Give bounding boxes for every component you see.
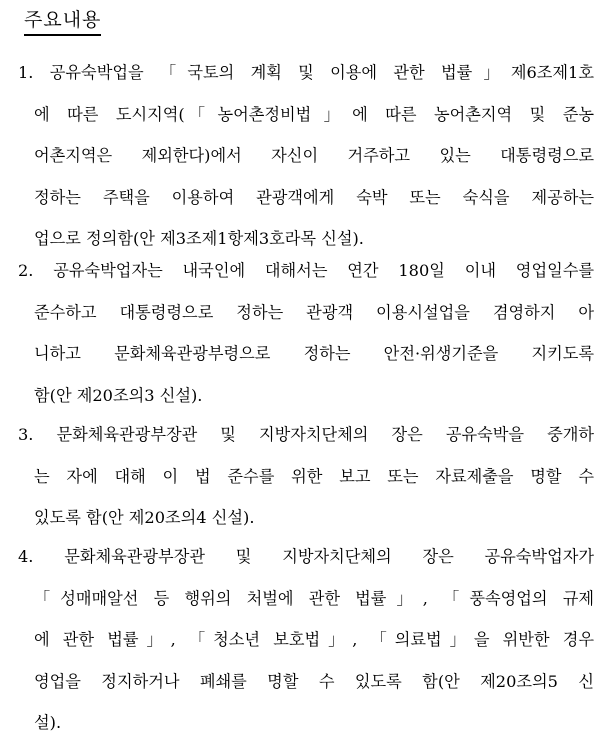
list-item-2	[18, 250, 594, 416]
item-1-line-4: 정하는 주택을 이용하여 관광객에게 숙박 또는 숙식을 제공하는	[34, 187, 594, 207]
list-item-4	[18, 536, 594, 744]
item-3-line-3: 있도록 함(안 제20조의4 신설).	[34, 508, 255, 527]
item-2-line-2: 준수하고 대통령령으로 정하는 관광객 이용시설업을 겸영하지 아	[34, 302, 594, 322]
item-2-line-1: 2. 공유숙박업자는 내국인에 대해서는 연간 180일 이내 영업일수를	[18, 261, 594, 280]
item-4-line-2: 「성매매알선 등 행위의 처벌에 관한 법률」, 「풍속영업의 규제	[34, 588, 594, 608]
item-3-line-1: 3. 문화체육관광부장관 및 지방자치단체의 장은 공유숙박을 중개하	[18, 425, 594, 444]
item-4-line-4: 영업을 정지하거나 폐쇄를 명할 수 있도록 함(안 제20조의5 신	[34, 671, 594, 691]
item-4-line-1: 4. 문화체육관광부장관 및 지방자치단체의 장은 공유숙박업자가	[18, 547, 594, 566]
item-2-line-4: 함(안 제20조의3 신설).	[34, 385, 203, 405]
list-item-1	[18, 52, 594, 260]
section-heading: 주요내용	[24, 8, 101, 36]
item-2-line-3: 니하고 문화체육관광부령으로 정하는 안전·위생기준을 지키도록	[34, 344, 594, 363]
item-1-line-2: 에 따른 도시지역(「농어촌정비법」에 따른 농어촌지역 및 준농	[34, 104, 594, 124]
item-3-line-2: 는 자에 대해 이 법 준수를 위한 보고 또는 자료제출을 명할 수	[34, 466, 594, 486]
item-4-line-3: 에 관한 법률」, 「청소년 보호법」, 「의료법」을 위반한 경우	[34, 630, 594, 649]
item-1-line-1: 1. 공유숙박업을 「국토의 계획 및 이용에 관한 법률」제6조제1호	[18, 63, 594, 82]
list-item-3	[18, 414, 594, 539]
item-1-line-5: 업으로 정의함(안 제3조제1항제3호라목 신설).	[34, 229, 364, 248]
item-1-line-3: 어촌지역은 제외한다)에서 자신이 거주하고 있는 대통령령으로	[34, 146, 594, 165]
item-4-line-5: 설).	[34, 713, 62, 732]
